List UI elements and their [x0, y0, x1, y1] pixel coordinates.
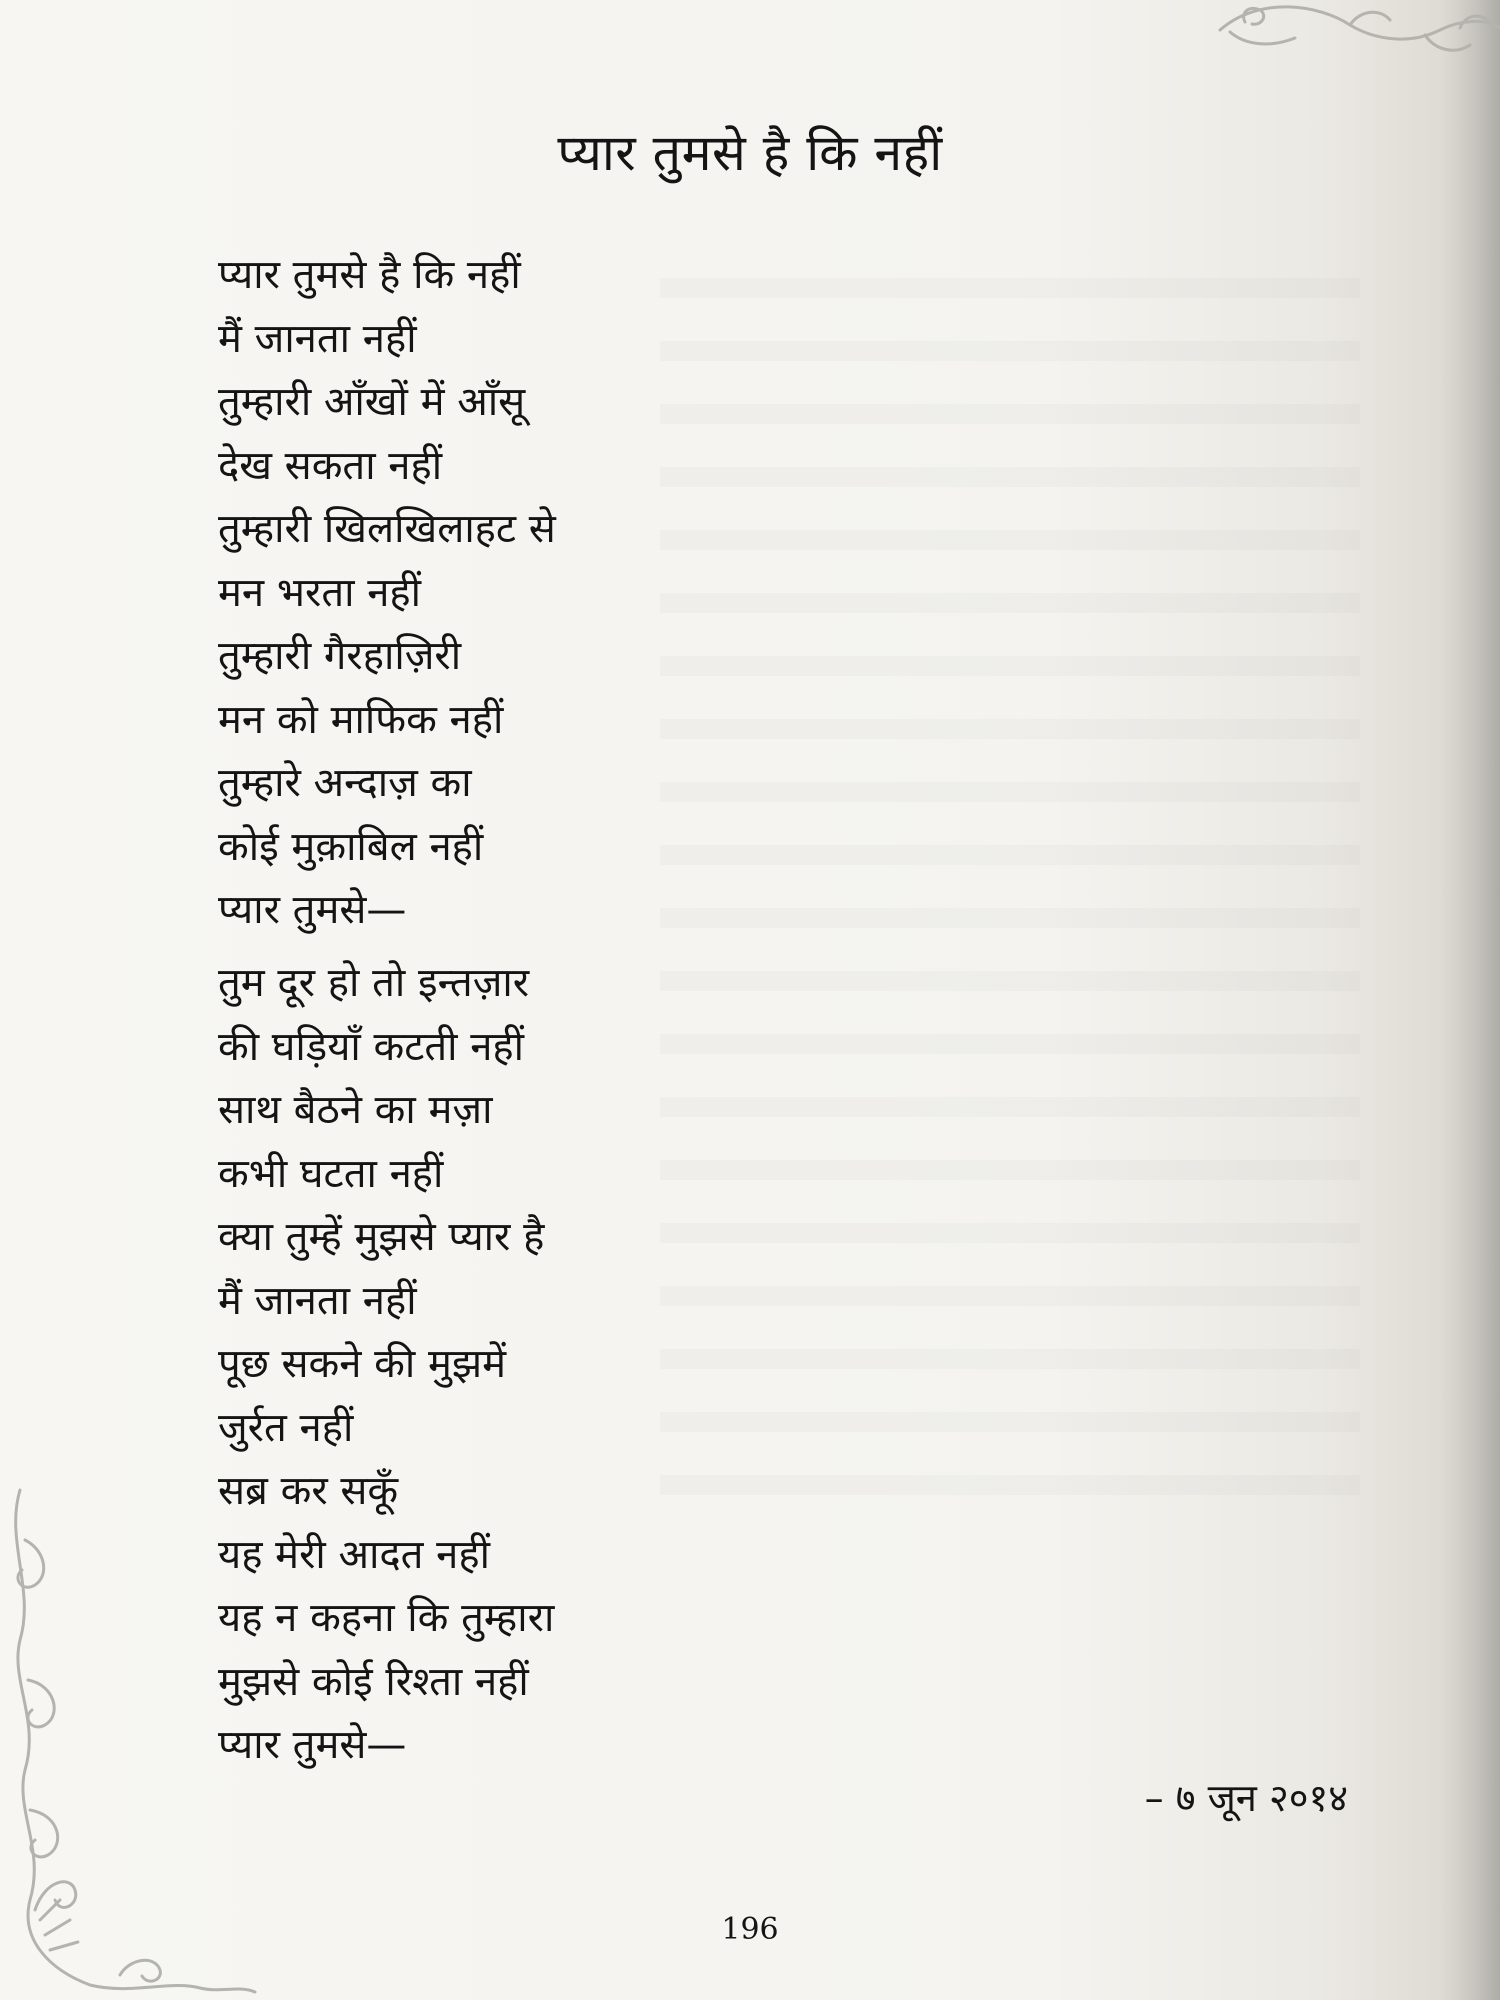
- poem-line: प्यार तुमसे है कि नहीं: [218, 252, 521, 298]
- page-number: 196: [721, 1912, 779, 1947]
- show-through-text: [660, 250, 1360, 1510]
- poem-line: मन को माफिक नहीं: [218, 696, 504, 743]
- poem-line: यह न कहना कि तुम्हारा: [218, 1595, 555, 1641]
- flourish-ornament-icon: [1200, 0, 1500, 80]
- poem-line: प्यार तुमसे—: [218, 1722, 407, 1768]
- poem-line: प्यार तुमसे—: [218, 887, 407, 933]
- poem-line: तुम्हारे अन्दाज़ का: [218, 760, 472, 806]
- poem-line: तुम्हारी गैरहाज़िरी: [218, 633, 462, 679]
- poem-line: तुम्हारी आँखों में आँसू: [218, 379, 526, 425]
- poem-line: क्या तुम्हें मुझसे प्यार है: [218, 1214, 545, 1260]
- poem-line: मैं जानता नहीं: [218, 1277, 417, 1324]
- stanza-2: [218, 952, 554, 1778]
- poem-line: तुम्हारी खिलखिलाहट से: [218, 506, 556, 552]
- page-edge-shadow: [1440, 0, 1500, 2000]
- poem-line: देख सकता नहीं: [218, 442, 443, 489]
- poem-line: मुझसे कोई रिश्ता नहीं: [218, 1658, 529, 1705]
- stanza-1: [218, 244, 556, 943]
- poem-line: साथ बैठने का मज़ा: [218, 1087, 493, 1133]
- poem-line: सब्र कर सकूँ: [218, 1468, 399, 1514]
- scroll-ornament-icon: [0, 1480, 260, 2000]
- poem-line: कभी घटता नहीं: [218, 1150, 444, 1197]
- poem-title: प्यार तुमसे है कि नहीं: [557, 124, 943, 182]
- poem-line: कोई मुक़ाबिल नहीं: [218, 823, 484, 870]
- poem-line: तुम दूर हो तो इन्तज़ार: [218, 960, 530, 1006]
- poem-line: जुर्रत नहीं: [218, 1404, 354, 1451]
- poem-line: की घड़ियाँ कटती नहीं: [218, 1023, 525, 1070]
- poem-line: मन भरता नहीं: [218, 569, 421, 616]
- poem-line: मैं जानता नहीं: [218, 315, 417, 362]
- poem-line: पूछ सकने की मुझमें: [218, 1341, 507, 1387]
- poem-date: – ७ जून २०१४: [1144, 1776, 1348, 1820]
- poem-line: यह मेरी आदत नहीं: [218, 1531, 490, 1578]
